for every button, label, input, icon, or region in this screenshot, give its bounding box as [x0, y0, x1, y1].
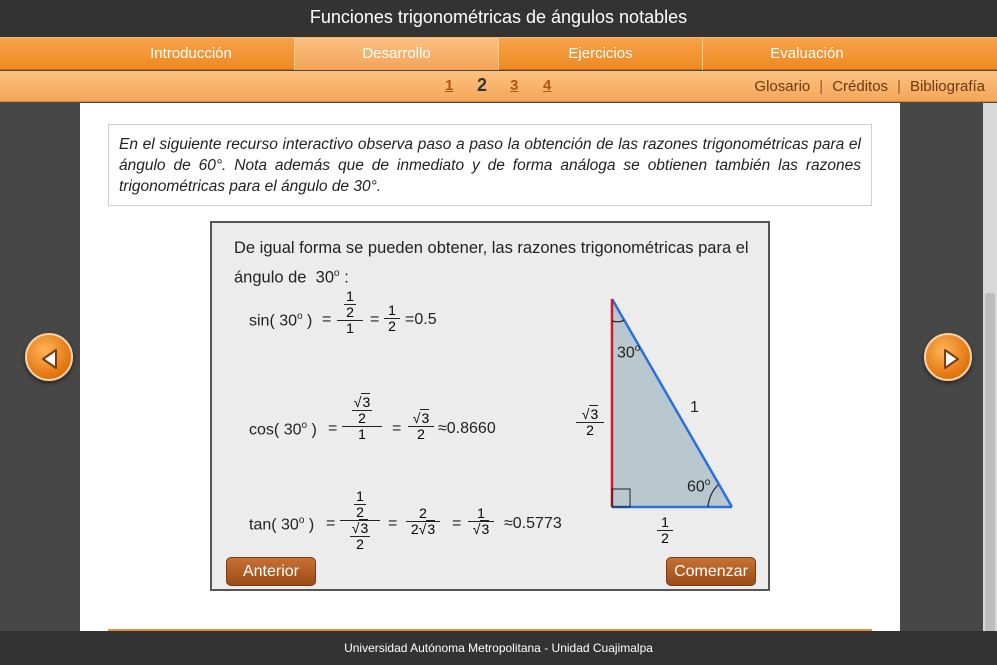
bibliografia-link[interactable]: Bibliografía [909, 78, 985, 95]
hypotenuse-label: 1 [690, 399, 699, 416]
main-nav [0, 37, 997, 70]
page-link-3[interactable]: 3 [510, 77, 519, 94]
tan-label: tan( 30$^o$ ) [249, 515, 315, 534]
equals-sign: = [370, 311, 380, 328]
tab-introduccion[interactable]: Introducción [150, 45, 232, 62]
sin-label: sin( 30$^o$ ) [249, 311, 313, 330]
page-current-2: 2 [477, 75, 488, 95]
equals-sign: = [392, 420, 402, 437]
base-side-label: $\frac{1}{2}$ [657, 515, 673, 546]
equals-sign: = [322, 311, 332, 328]
page-link-4[interactable]: 4 [543, 77, 552, 94]
scrollbar-thumb[interactable] [985, 293, 995, 665]
tan-fraction-3: $\frac{1}{√3}$ [468, 506, 494, 537]
tan-result: ≈0.5773 [504, 515, 562, 532]
footer: Universidad Autónoma Metropolitana - Unidad Cuajimalpa [0, 631, 997, 665]
tan-fraction-1: $\frac{\frac{1}{2}}{\frac{√3}{2}}$ [340, 489, 380, 552]
equals-sign: = [388, 515, 398, 532]
equals-sign: = [452, 515, 462, 532]
anterior-button[interactable]: Anterior [226, 557, 316, 586]
arrow-right-icon [938, 347, 962, 371]
tan-fraction-2: $\frac{2}{2√3}$ [406, 506, 440, 537]
cos-label: cos( 30$^o$ ) [249, 420, 317, 439]
tab-evaluacion[interactable]: Evaluación [770, 45, 844, 62]
creditos-link[interactable]: Créditos [832, 78, 889, 95]
vertical-side-label: $\frac{√3}{2}$ [576, 407, 604, 438]
cos-fraction-2: $\frac{√3}{2}$ [408, 411, 434, 442]
link-separator: | [819, 78, 824, 95]
heading-line2: ángulo de [234, 268, 307, 287]
heading-angle: 30 [315, 268, 335, 287]
next-page-button[interactable] [924, 333, 972, 381]
resource-links [754, 78, 985, 95]
arrow-left-icon [39, 347, 63, 371]
equals-sign: = [328, 420, 338, 437]
triangle-diagram [576, 289, 766, 549]
equals-sign: = [326, 515, 336, 532]
cos-result: ≈0.8660 [438, 420, 496, 437]
link-separator: | [897, 78, 901, 95]
tab-ejercicios[interactable]: Ejercicios [568, 45, 633, 62]
sin-fraction-1: $\frac{\frac{1}{2}}{1}$ [337, 289, 363, 336]
sin-fraction-2: $\frac{1}{2}$ [384, 303, 400, 334]
heading-line1: De igual forma se pueden obtener, las razones trigonométricas para el [234, 239, 749, 257]
page-link-1[interactable]: 1 [445, 77, 454, 94]
tab-desarrollo[interactable]: Desarrollo [295, 38, 498, 70]
angle-bottom-label: 60$^o$ [687, 477, 711, 496]
comenzar-button[interactable]: Comenzar [666, 557, 756, 586]
sin-result: =0.5 [405, 311, 437, 328]
cos-fraction-1: $\frac{\frac{√3}{2}}{1}$ [342, 395, 382, 442]
glosario-link[interactable]: Glosario [754, 78, 811, 95]
previous-page-button[interactable] [25, 333, 73, 381]
interactive-panel [210, 221, 770, 591]
intro-text: En el siguiente recurso interactivo observa paso a paso la obtención de las razones trigonométricas para el ángulo de 60°. Nota además que de inmediato y de forma análoga se obtienen también las razones trigonométricas para el ángulo de 30°. [108, 124, 872, 206]
panel-heading [234, 235, 770, 291]
degree-mark: o [334, 268, 340, 279]
angle-top-label: 30$^o$ [617, 343, 641, 362]
sub-nav [0, 71, 997, 102]
heading-colon: : [344, 268, 349, 287]
window-title: Funciones trigonométricas de ángulos notables [0, 0, 997, 37]
scrollbar[interactable] [983, 103, 997, 631]
